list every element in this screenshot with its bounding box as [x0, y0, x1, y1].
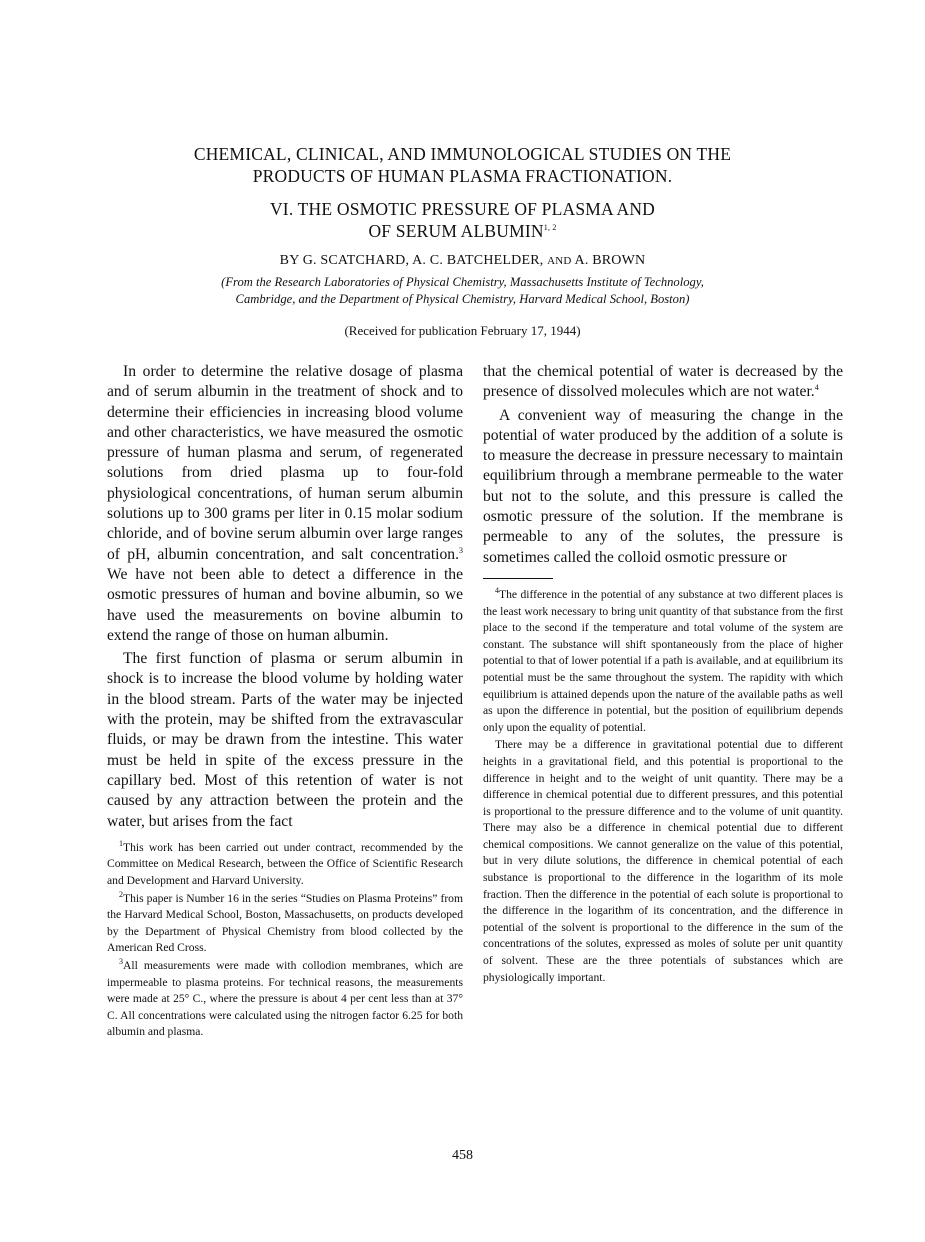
title-line-2: PRODUCTS OF HUMAN PLASMA FRACTIONATION.: [252, 166, 673, 186]
subtitle-line-2-text: OF SERUM ALBUMIN: [368, 221, 544, 241]
authors-last: A. BROWN: [574, 253, 646, 268]
title-line-1: CHEMICAL, CLINICAL, AND IMMUNOLOGICAL STUDIES ON THE: [193, 144, 732, 164]
footnote-ref-4: 4: [814, 383, 819, 393]
affiliation: [0, 274, 925, 308]
footnote-4-mark: 4: [495, 586, 499, 596]
footnote-divider: [483, 578, 553, 579]
footnote-3-text: All measurements were made with collodion membranes, which are impermeable to plasma proteins. For technical reasons, the measurements were made at 25° C., where the pressure is about 4 per cent less than at 37° C. All concentrations were calculated using the nitrogen factor 6.25 for both albumin and plasma.: [107, 958, 463, 1039]
footnote-4-continuation: There may be a difference in gravitational potential due to different heights in a gravitational field, and this potential is proportional to the difference in height and to the weight of unit quantity. There may be a difference in chemical potential due to different pressures, and this potential is proportional to the pressure difference and to the volume of unit quantity. There may also be a difference in chemical potential due to different chemical compositions. We cannot generalize on the value of this potential, but in very dilute solutions, the difference in chemical potential of each substance is proportional to the difference in the logarithm of its mole fraction. Then the difference in the potential of each solute is proportional to the difference in the logarithm of its concentration, and the difference in potential of the solvent is proportional to the difference in the sum of the concentrations of the solutes, expressed as moles of solute per unit quantity of solvent. These are the three potentials of substances which are physiologically important.: [483, 738, 843, 984]
affiliation-line-2: Cambridge, and the Department of Physical Chemistry, Harvard Medical School, Boston): [235, 292, 690, 306]
subtitle-line-2: [0, 220, 925, 242]
right-paragraph-1: [483, 362, 843, 403]
byline-by: BY: [279, 253, 299, 268]
footnote-4-text: The difference in the potential of any substance at two different places is the least work necessary to bring unit quantity of that substance from the first place to the second if the temperature and total volume of the system are constant. The substance will shift spontaneously from the place of higher potential to that of lower potential if a path is available, and at equilibrium its potential must be the same throughout the system. The rapidity with which equilibrium is attained depends upon the nature of the available paths as well as upon the difference in potential, but the position of equilibrium depends only upon the equality of potential.: [483, 587, 843, 734]
footnote-ref-3: 3: [459, 545, 463, 555]
article-subtitle: [0, 198, 925, 242]
left-paragraph-1-part-b: We have not been able to detect a difference in the osmotic pressures of human and bovine albumin, so we have used the measurements on bovine albumin to extend the range of those on human albumin.: [107, 565, 463, 644]
author-byline: [0, 253, 925, 269]
authors-primary: G. SCATCHARD, A. C. BATCHELDER,: [302, 253, 544, 268]
footnote-1: [107, 840, 463, 890]
article-title: [0, 143, 925, 187]
received-date: (Received for publication February 17, 1944): [344, 323, 581, 338]
footnote-1-text: This work has been carried out under contract, recommended by the Committee on Medical Research, between the Office of Scientific Research and Development and Harvard University.: [107, 840, 463, 888]
left-paragraph-1: [107, 362, 463, 646]
footnote-2: [107, 891, 463, 957]
left-column: [107, 362, 463, 1042]
left-paragraph-1-part-a: In order to determine the relative dosage of plasma and of serum albumin in the treatment of shock and to determine their efficiencies in increasing blood volume and other characteristics, we have measured the osmotic pressure of human plasma and serum, of regenerated solutions from dried plasma up to four-fold physiological concentrations, of human serum albumin solutions up to 300 grams per liter in 0.15 molar sodium chloride, and of bovine serum albumin over large ranges of pH, albumin concentration, and salt concentration.: [107, 363, 463, 563]
subtitle-footnote-marks: 1, 2: [543, 223, 557, 233]
right-paragraph-2: A convenient way of measuring the change in the potential of water produced by the addition of a solute is to measure the decrease in pressure necessary to maintain equilibrium through a membrane permeable to the water but not to the solute, and this pressure is called the osmotic pressure of the solution. If the membrane is permeable to any of the solutes, the pressure is sometimes called the colloid osmotic pressure or: [483, 406, 843, 566]
byline-and: AND: [547, 255, 572, 267]
subtitle-line-1: VI. THE OSMOTIC PRESSURE OF PLASMA AND: [269, 199, 656, 219]
footnote-3: [107, 958, 463, 1041]
footnote-3-mark: 3: [119, 957, 123, 967]
footnote-1-mark: 1: [119, 838, 123, 848]
footnote-2-text: This paper is Number 16 in the series “Studies on Plasma Proteins” from the Harvard Medical School, Boston, Massachusetts, on products developed by the Department of Physical Chemistry from blood collected by the American Red Cross.: [107, 891, 463, 955]
right-column: [483, 362, 843, 987]
right-paragraph-1-text: that the chemical potential of water is decreased by the presence of dissolved molecules which are not water.: [483, 363, 843, 401]
footnote-4: [483, 587, 843, 736]
page-number: 458: [452, 1148, 473, 1163]
left-paragraph-2: The first function of plasma or serum albumin in shock is to increase the blood volume by holding water in the blood stream. Parts of the water may be injected with the protein, may be shifted from the extravascular fluids, or may be drawn from the intestine. This water must be held in spite of the excess pressure in the capillary bed. Most of this retention of water is not caused by any attraction between the protein and the water, but arises from the fact: [107, 650, 463, 830]
affiliation-line-1: (From the Research Laboratories of Physical Chemistry, Massachusetts Institute of Technology,: [221, 275, 704, 289]
footnote-2-mark: 2: [119, 889, 123, 899]
